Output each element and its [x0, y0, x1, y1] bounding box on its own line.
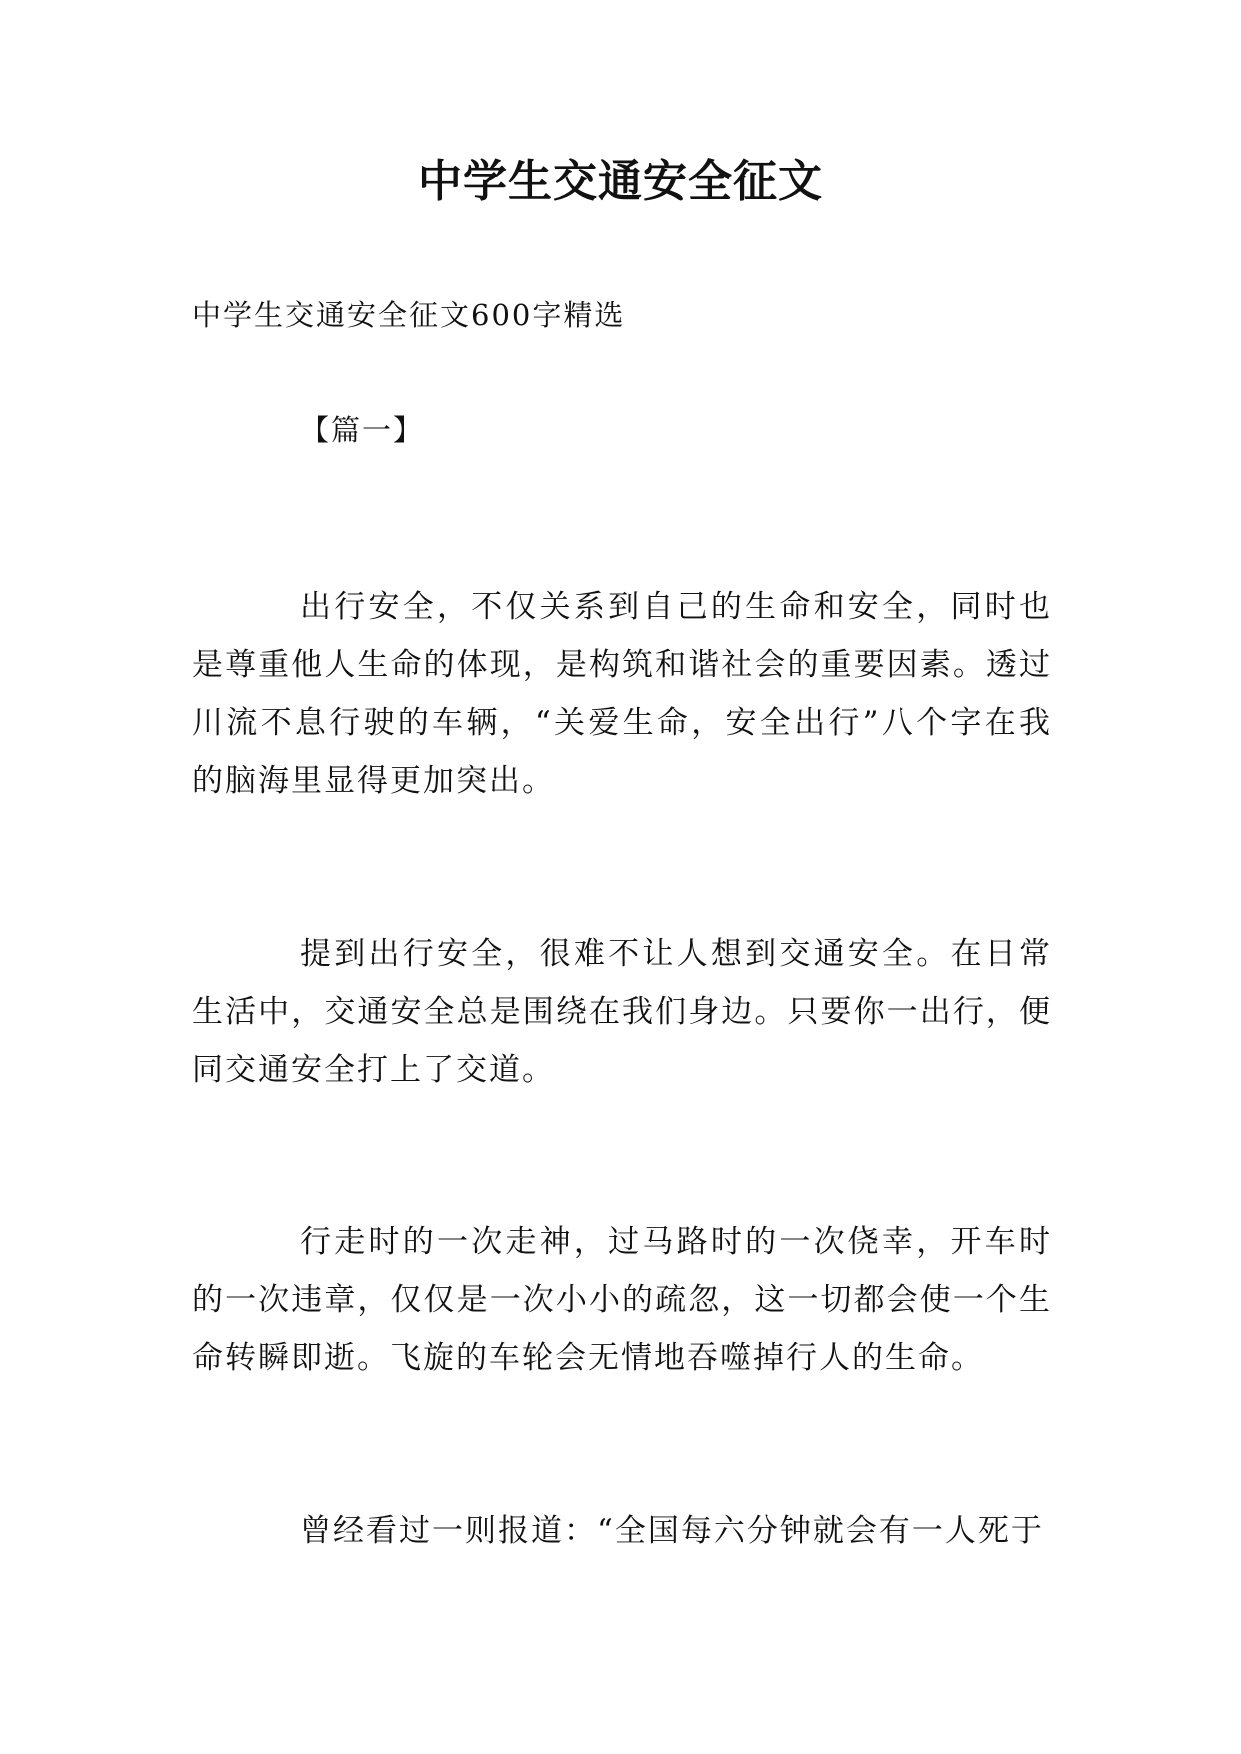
document-subtitle: 中学生交通安全征文600字精选: [192, 298, 626, 332]
body-paragraph-4: 曾经看过一则报道：“全国每六分钟就会有一人死于: [300, 1513, 1044, 1549]
body-paragraph-1: 出行安全，不仅关系到自己的生命和安全，同时也是尊重他人生命的体现，是构筑和谐社会的重要因素。透过川流不息行驶的车辆，“关爱生命，安全出行”八个字在我的脑海里显得更加突出。: [192, 589, 1052, 799]
section-label: 【篇一】: [300, 413, 425, 447]
body-paragraph-2: 提到出行安全，很难不让人想到交通安全。在日常生活中，交通安全总是围绕在我们身边。只要你一出行，便同交通安全打上了交道。: [192, 936, 1052, 1088]
body-paragraph-3: 行走时的一次走神，过马路时的一次侥幸，开车时的一次违章，仅仅是一次小小的疏忽，这一切都会使一个生命转瞬即逝。飞旋的车轮会无情地吞噬掉行人的生命。: [192, 1224, 1052, 1376]
document-title: 中学生交通安全征文: [418, 156, 823, 207]
